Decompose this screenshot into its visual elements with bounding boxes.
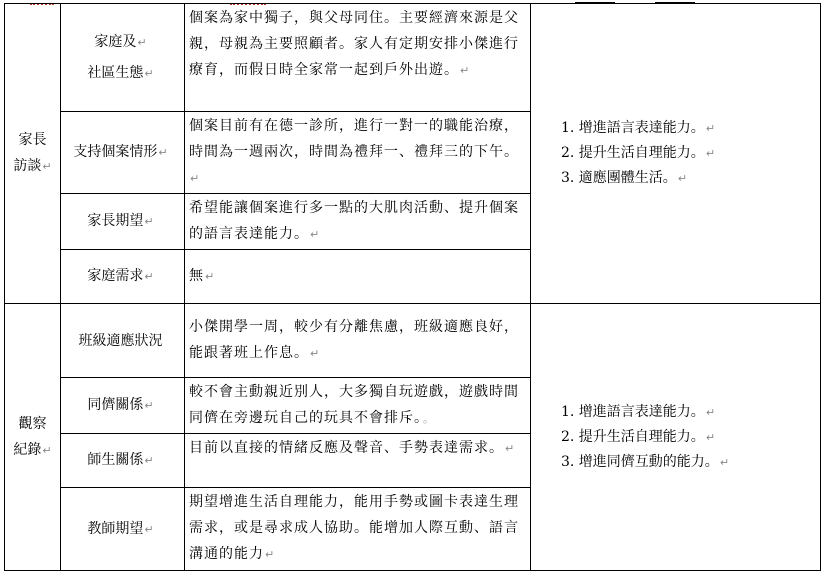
row-label-line: 師生關係 bbox=[87, 452, 144, 468]
goal-text: 1. 增進語言表達能力。 bbox=[561, 120, 705, 136]
category-line: 紀錄 bbox=[13, 441, 42, 458]
paragraph-mark: ↵ bbox=[42, 443, 52, 457]
goals-cell-parent bbox=[531, 4, 821, 304]
goal-text: 2. 提升生活自理能力。 bbox=[561, 145, 705, 161]
row-description bbox=[185, 250, 531, 304]
table-row bbox=[5, 304, 821, 378]
paragraph-mark: ↵ bbox=[705, 122, 716, 135]
paragraph-mark: ↵ bbox=[42, 160, 52, 173]
goal-text: 1. 增進語言表達能力。 bbox=[561, 403, 705, 420]
row-description bbox=[185, 4, 531, 112]
row-description bbox=[185, 434, 531, 488]
goal-item bbox=[561, 141, 820, 166]
row-description bbox=[185, 112, 531, 194]
paragraph-mark: ↵ bbox=[705, 405, 716, 419]
row-description-text: 期望增進生活自理能力，能用手勢或圖卡表達生理需求，或是尋求成人協助。能增加人際互動、語言溝通的能力 bbox=[189, 494, 519, 562]
row-description bbox=[185, 304, 531, 378]
row-label-line: 班級適應狀況 bbox=[78, 332, 163, 349]
paragraph-mark: ↵ bbox=[144, 522, 154, 536]
paragraph-mark: ↵ bbox=[265, 548, 276, 561]
row-label-support bbox=[61, 112, 185, 194]
paragraph-mark: ↵ bbox=[137, 35, 147, 49]
row-description-text: 希望能讓個案進行多一點的大肌肉活動、提升個案的語言表達能力。 bbox=[189, 200, 519, 242]
category-cell-observation bbox=[5, 304, 61, 571]
goal-text: 3. 增進同儕互動的能力。 bbox=[561, 453, 719, 470]
row-description-text: 無 bbox=[189, 268, 204, 284]
paragraph-mark: ↵ bbox=[310, 228, 321, 241]
paragraph-mark: ↵ bbox=[144, 454, 154, 467]
paragraph-mark: ↵ bbox=[310, 347, 321, 360]
paragraph-mark: ↵ bbox=[144, 270, 154, 283]
row-label-family-community bbox=[61, 4, 185, 112]
row-description-text: 較不會主動親近別人，大多獨自玩遊戲，遊戲時間同儕在旁邊玩自己的玩具不會排斥。 bbox=[189, 384, 519, 426]
row-label-peer-relations bbox=[61, 378, 185, 434]
row-label-parent-expectation bbox=[61, 194, 185, 250]
category-line: 觀察 bbox=[18, 415, 47, 432]
goal-item bbox=[561, 166, 820, 191]
goal-item bbox=[561, 450, 820, 475]
row-description bbox=[185, 194, 531, 250]
category-line: 家長 bbox=[18, 132, 47, 148]
goal-text: 3. 適應團體生活。 bbox=[561, 170, 677, 186]
row-description bbox=[185, 488, 531, 571]
row-label-family-needs bbox=[61, 250, 185, 304]
row-label-line: 家庭需求 bbox=[87, 268, 144, 284]
row-label-line: 教師期望 bbox=[87, 520, 144, 537]
row-label-class-adaptation bbox=[61, 304, 185, 378]
paragraph-mark: ↵ bbox=[705, 430, 716, 444]
paragraph-mark: ↵ bbox=[144, 215, 154, 228]
row-label-teacher-student bbox=[61, 434, 185, 488]
goal-text: 2. 提升生活自理能力。 bbox=[561, 428, 705, 445]
paragraph-mark: ↵ bbox=[144, 66, 154, 80]
goal-item bbox=[561, 425, 820, 450]
goals-list bbox=[561, 116, 820, 191]
row-label-line: 家庭及 bbox=[94, 33, 137, 50]
row-description-text: 個案為家中獨子，與父母同住。主要經濟來源是父親，母親為主要照顧者。家人有定期安排小傑進行療育，而假日時全家常一起到戶外出遊。 bbox=[189, 10, 519, 78]
goal-item bbox=[561, 116, 820, 141]
paragraph-mark: ↵ bbox=[190, 172, 201, 185]
category-line: 訪談 bbox=[13, 158, 42, 174]
paragraph-mark: ↵ bbox=[460, 64, 471, 77]
paragraph-mark: ↵ bbox=[205, 270, 216, 283]
paragraph-mark: ↵ bbox=[705, 147, 716, 160]
row-description-text: 個案目前有在德一診所，進行一對一的職能治療，時間為一週兩次，時間為禮拜一、禮拜三的下午。 bbox=[189, 118, 519, 160]
row-description bbox=[185, 378, 531, 434]
goals-cell-observation bbox=[531, 304, 821, 571]
category-cell-parent-interview bbox=[5, 4, 61, 304]
row-label-line: 家長期望 bbox=[87, 213, 144, 229]
paragraph-mark: ↵ bbox=[144, 399, 154, 412]
row-label-teacher-expectation bbox=[61, 488, 185, 571]
row-description-text: 小傑開學一周，較少有分離焦慮，班級適應良好，能跟著班上作息。 bbox=[189, 319, 519, 361]
paragraph-mark: ↵ bbox=[677, 172, 688, 185]
row-label-line: 同儕關係 bbox=[87, 397, 144, 413]
row-label-line: 社區生態 bbox=[87, 64, 144, 81]
table-row bbox=[5, 4, 821, 112]
row-description-text: 目前以直接的情緒反應及聲音、手勢表達需求。 bbox=[189, 440, 504, 456]
extra-mark: 。 bbox=[423, 412, 435, 425]
paragraph-mark: ↵ bbox=[505, 442, 516, 455]
goals-list bbox=[561, 400, 820, 475]
paragraph-mark: ↵ bbox=[719, 455, 730, 469]
goal-item bbox=[561, 400, 820, 425]
assessment-table bbox=[4, 3, 821, 571]
paragraph-mark: ↵ bbox=[158, 146, 168, 159]
row-label-line: 支持個案情形 bbox=[73, 144, 158, 160]
